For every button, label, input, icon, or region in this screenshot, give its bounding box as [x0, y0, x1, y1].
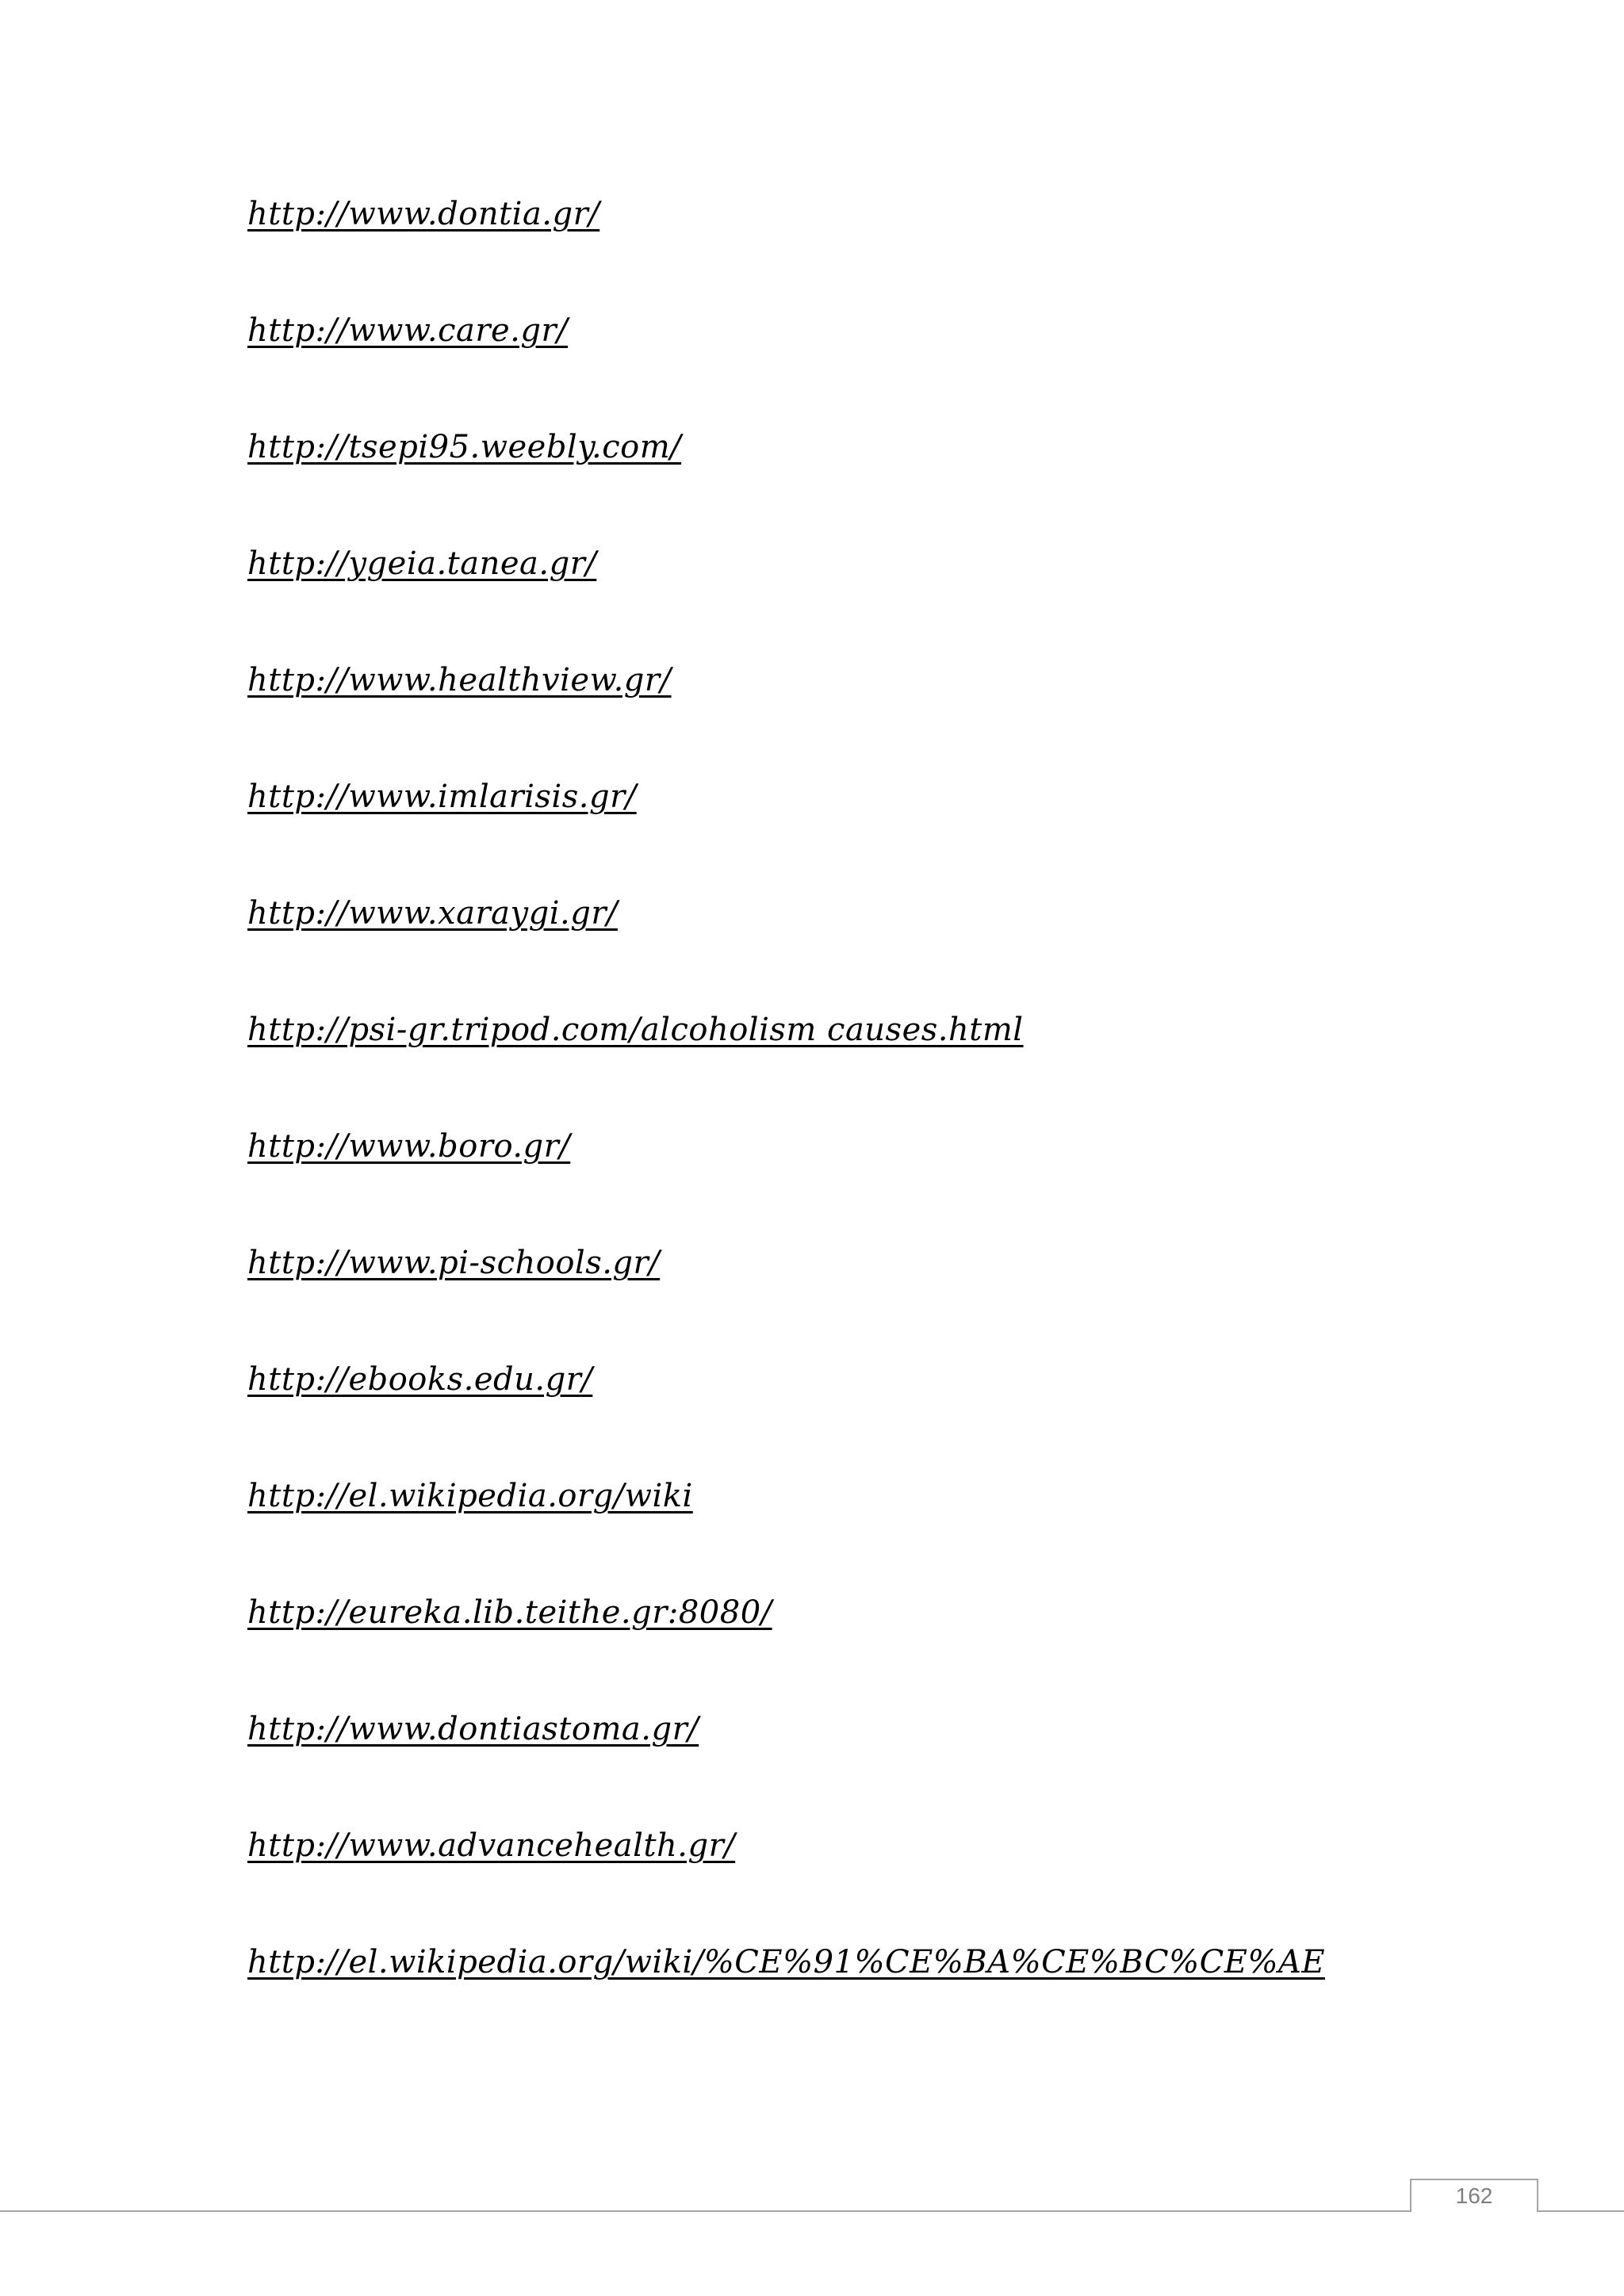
- list-item: [247, 1356, 1325, 1472]
- list-item: [247, 1589, 1325, 1705]
- reference-link[interactable]: http://www.dontiastoma.gr/: [247, 1711, 699, 1747]
- list-item: [247, 1705, 1325, 1822]
- footer-rule-left: [0, 2210, 1410, 2212]
- list-item: [247, 423, 1325, 540]
- reference-link[interactable]: http://www.xaraygi.gr/: [247, 895, 618, 932]
- reference-link[interactable]: http://tsepi95.weebly.com/: [247, 429, 682, 465]
- reference-link[interactable]: http://el.wikipedia.org/wiki/%CE%91%CE%BA%CE%BC%CE%AE: [247, 1944, 1326, 1980]
- reference-link[interactable]: http://eureka.lib.teithe.gr:8080/: [247, 1594, 772, 1631]
- list-item: [247, 1006, 1325, 1123]
- page-number: 162: [1410, 2179, 1538, 2212]
- list-item: [247, 890, 1325, 1006]
- list-item: [247, 1472, 1325, 1589]
- list-item: [247, 1239, 1325, 1356]
- list-item: [247, 1822, 1325, 1938]
- reference-link-list: [247, 190, 1325, 2055]
- list-item: [247, 307, 1325, 423]
- list-item: [247, 773, 1325, 890]
- reference-link[interactable]: http://www.healthview.gr/: [247, 662, 672, 698]
- reference-link[interactable]: http://ygeia.tanea.gr/: [247, 545, 597, 582]
- reference-link[interactable]: http://www.imlarisis.gr/: [247, 779, 637, 815]
- reference-link[interactable]: http://www.boro.gr/: [247, 1128, 571, 1165]
- reference-link[interactable]: http://ebooks.edu.gr/: [247, 1361, 593, 1398]
- list-item: [247, 656, 1325, 773]
- reference-link[interactable]: http://psi-gr.tripod.com/alcoholism causes.html: [247, 1012, 1024, 1048]
- list-item: [247, 1123, 1325, 1239]
- reference-link[interactable]: http://www.pi-schools.gr/: [247, 1245, 661, 1281]
- list-item: [247, 190, 1325, 307]
- reference-link[interactable]: http://www.dontia.gr/: [247, 196, 600, 232]
- reference-link[interactable]: http://www.care.gr/: [247, 312, 569, 349]
- list-item: [247, 540, 1325, 656]
- reference-link[interactable]: http://www.advancehealth.gr/: [247, 1827, 736, 1864]
- footer-rule-right: [1538, 2210, 1624, 2212]
- list-item: [247, 1938, 1325, 2055]
- reference-link[interactable]: http://el.wikipedia.org/wiki: [247, 1478, 693, 1514]
